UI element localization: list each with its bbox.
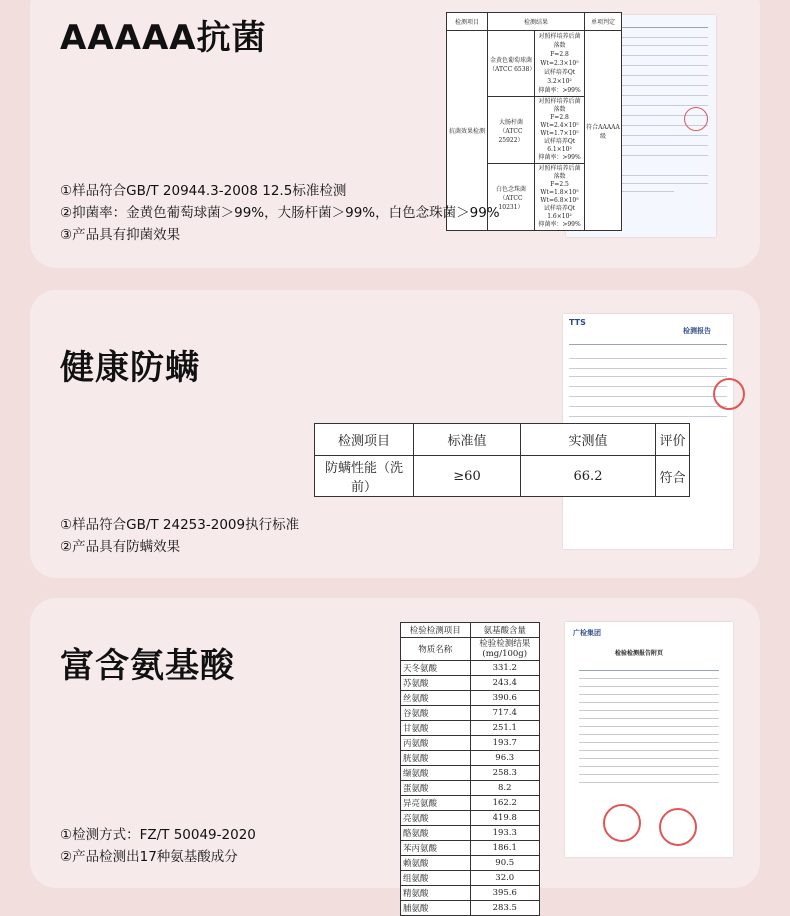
- amino-value: 8.2: [470, 781, 540, 796]
- section-title-anti-mite: 健康防螨: [60, 348, 200, 388]
- row-label: 抗菌效果检测: [447, 31, 488, 231]
- amino-value: 243.4: [470, 676, 540, 691]
- amino-value: 162.2: [470, 796, 540, 811]
- amino-value: 717.4: [470, 706, 540, 721]
- amino-name: 亮氨酸: [401, 811, 471, 826]
- red-seal-icon: [603, 804, 641, 842]
- header-item: 检测项目: [315, 424, 414, 456]
- amino-acid-table: [400, 622, 540, 916]
- header-content: 氨基酸含量: [470, 623, 540, 638]
- organism-name: 金黄色葡萄球菌（ATCC 6538）: [488, 31, 535, 97]
- amino-name: 甘氨酸: [401, 721, 471, 736]
- amino-name: 丝氨酸: [401, 691, 471, 706]
- organism-result: 对照样培养后菌落数 F=2.8 Wt=2.4×10⁵ Wt=1.7×10⁵ 试样培养Qt 6.1×10² 抑菌率：>99%: [535, 97, 585, 164]
- amino-value: 283.5: [470, 901, 540, 916]
- amino-value: 419.8: [470, 811, 540, 826]
- table-row: [401, 661, 540, 676]
- amino-value: 331.2: [470, 661, 540, 676]
- anti-mite-table: [314, 423, 690, 497]
- organism-name: 白色念珠菌（ATCC 10231）: [488, 164, 535, 231]
- report-logo: TTS: [569, 318, 586, 327]
- amino-value: 193.3: [470, 826, 540, 841]
- table-row: [401, 796, 540, 811]
- note-line: ②抑菌率：金黄色葡萄球菌＞99%，大肠杆菌＞99%，白色念珠菌＞99%: [60, 205, 500, 221]
- table-row: [401, 751, 540, 766]
- red-seal-icon: [713, 378, 745, 410]
- amino-name: 苏氨酸: [401, 676, 471, 691]
- sub-header-result: 检验检测结果 (mg/100g): [470, 638, 540, 661]
- header-result: 检测结果: [488, 13, 585, 31]
- amino-notes: [60, 824, 256, 868]
- amino-acid-card: [30, 598, 760, 914]
- amino-name: 精氨酸: [401, 886, 471, 901]
- sub-header-name: 物质名称: [401, 638, 471, 661]
- note-line: ①样品符合GB/T 20944.3-2008 12.5标准检测: [60, 183, 347, 199]
- cell-measured: 66.2: [521, 456, 656, 497]
- antibacterial-card: [30, 0, 760, 268]
- amino-value: 186.1: [470, 841, 540, 856]
- header-item: 检测项目: [447, 13, 488, 31]
- anti-mite-notes: [60, 514, 299, 558]
- note-line: ②产品具有防螨效果: [60, 539, 181, 555]
- table-row: [401, 676, 540, 691]
- section-title-amino-acid: 富含氨基酸: [60, 646, 235, 686]
- amino-name: 缬氨酸: [401, 766, 471, 781]
- table-row: [401, 811, 540, 826]
- report-logo: 广检集团: [573, 629, 601, 637]
- table-row: [401, 841, 540, 856]
- amino-value: 390.6: [470, 691, 540, 706]
- table-row: [401, 826, 540, 841]
- amino-name: 谷氨酸: [401, 706, 471, 721]
- table-row: [401, 706, 540, 721]
- red-seal-icon: [684, 107, 708, 131]
- table-row: [401, 901, 540, 916]
- amino-name: 脯氨酸: [401, 901, 471, 916]
- amino-name: 丙氨酸: [401, 736, 471, 751]
- note-line: ①样品符合GB/T 24253-2009执行标准: [60, 517, 300, 533]
- amino-value: 395.6: [470, 886, 540, 901]
- amino-value: 32.0: [470, 871, 540, 886]
- amino-name: 蛋氨酸: [401, 781, 471, 796]
- organism-name: 大肠杆菌（ATCC 25922）: [488, 97, 535, 164]
- cell-item: 防螨性能（洗前）: [315, 456, 414, 497]
- verdict-cell: 符合AAAAA级: [585, 31, 622, 231]
- organism-result: 对照样培养后菌落数 F=2.8 Wt=2.3×10⁵ 试样培养Qt 3.2×10² 抑菌率：>99%: [535, 31, 585, 97]
- amino-name: 异亮氨酸: [401, 796, 471, 811]
- table-row: [401, 721, 540, 736]
- header-standard: 标准值: [414, 424, 521, 456]
- header-evaluation: 评价: [656, 424, 690, 456]
- header-item: 检验检测项目: [401, 623, 471, 638]
- amino-report-image: [565, 622, 733, 857]
- red-seal-icon: [659, 808, 697, 846]
- cell-standard: ≥60: [414, 456, 521, 497]
- header-verdict: 单项判定: [585, 13, 622, 31]
- amino-name: 苯丙氨酸: [401, 841, 471, 856]
- note-line: ③产品具有抑菌效果: [60, 227, 181, 243]
- cell-evaluation: 符合: [656, 456, 690, 497]
- table-row: [401, 736, 540, 751]
- antibacterial-notes: [60, 180, 500, 246]
- header-measured: 实测值: [521, 424, 656, 456]
- table-row: [401, 871, 540, 886]
- section-title-antibacterial: AAAAA抗菌: [60, 18, 267, 58]
- amino-value: 193.7: [470, 736, 540, 751]
- table-row: [401, 766, 540, 781]
- amino-name: 天冬氨酸: [401, 661, 471, 676]
- note-line: ②产品检测出17种氨基酸成分: [60, 849, 238, 865]
- table-row: [401, 781, 540, 796]
- report-heading: 检测报告: [683, 327, 711, 335]
- anti-mite-card: [30, 290, 760, 578]
- amino-value: 258.3: [470, 766, 540, 781]
- table-row: [401, 691, 540, 706]
- amino-name: 酪氨酸: [401, 826, 471, 841]
- amino-value: 90.5: [470, 856, 540, 871]
- amino-value: 251.1: [470, 721, 540, 736]
- amino-value: 96.3: [470, 751, 540, 766]
- report-heading: 检验检测报告附页: [615, 650, 664, 657]
- amino-name: 胱氨酸: [401, 751, 471, 766]
- table-row: [401, 856, 540, 871]
- table-row: [401, 886, 540, 901]
- amino-name: 赖氨酸: [401, 856, 471, 871]
- amino-name: 组氨酸: [401, 871, 471, 886]
- organism-result: 对照样培养后菌落数 F=2.5 Wt=1.8×10⁵ Wt=6.8×10⁵ 试样培养Qt 1.6×10² 抑菌率：>99%: [535, 164, 585, 231]
- note-line: ①检测方式：FZ/T 50049-2020: [60, 827, 256, 843]
- amino-rows: [401, 661, 540, 916]
